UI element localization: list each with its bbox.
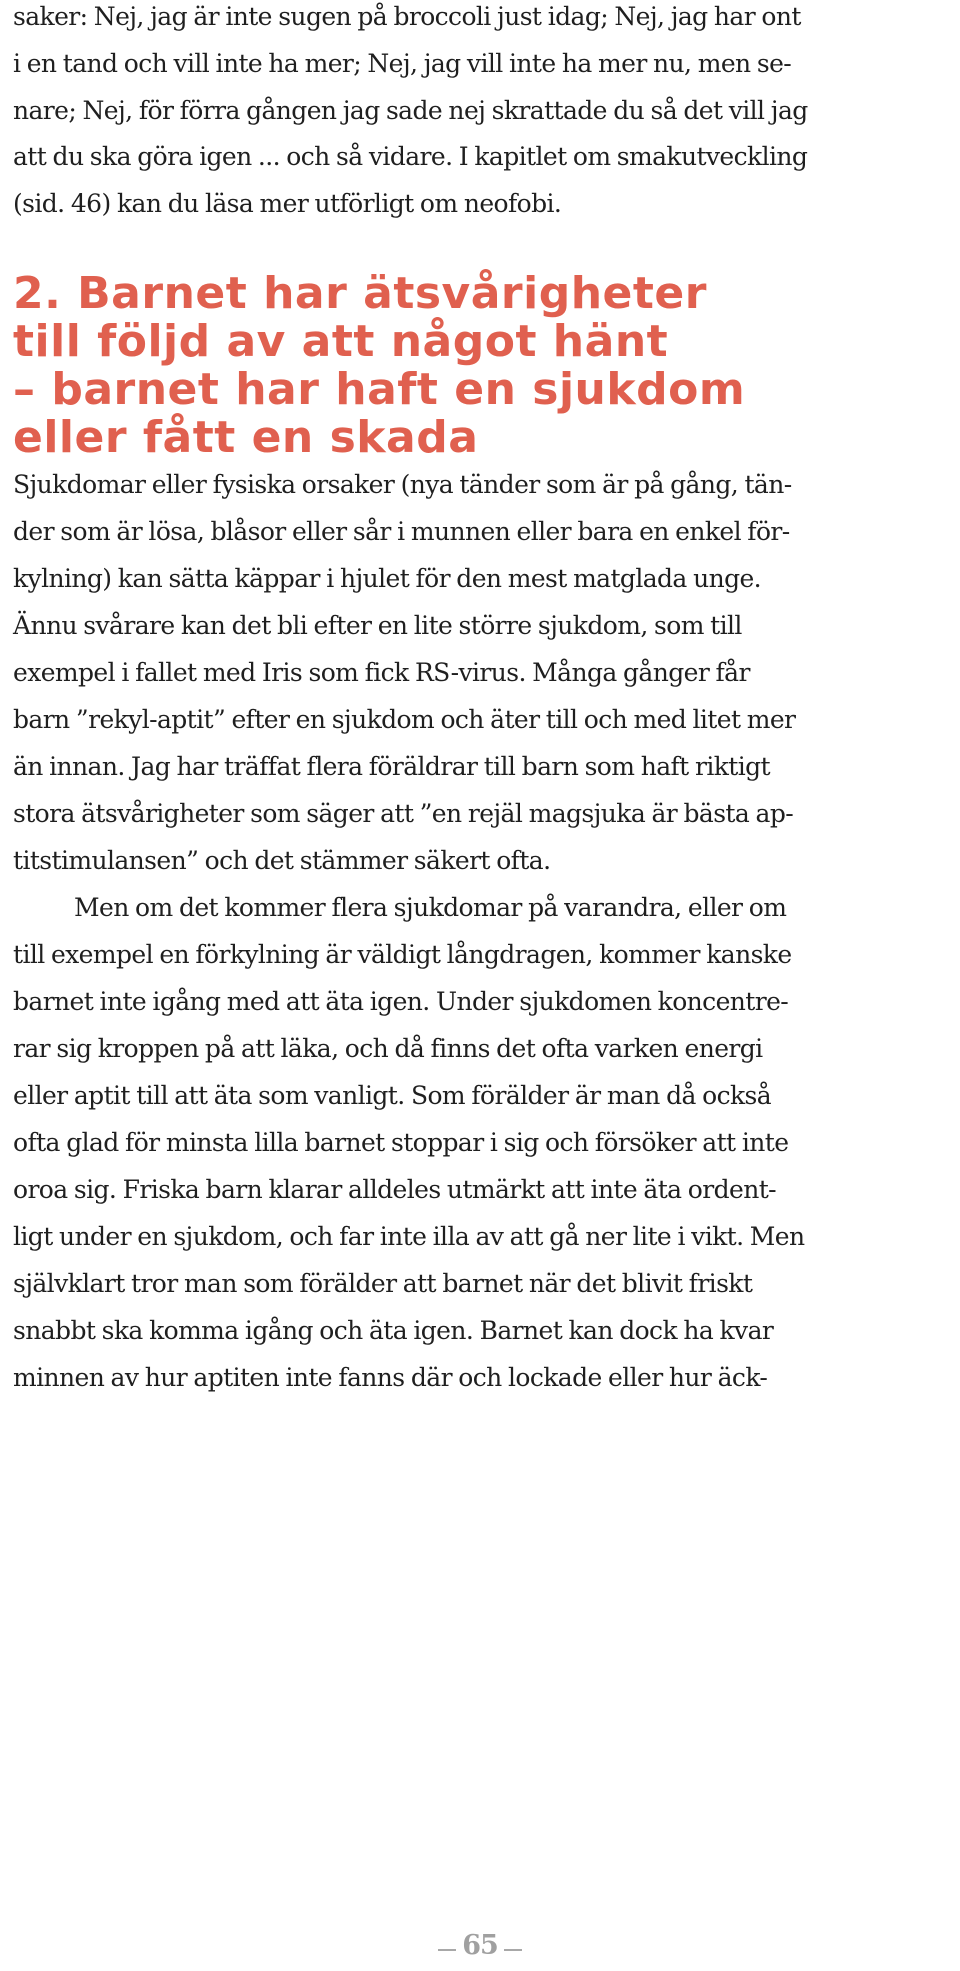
dash-left: [438, 1949, 456, 1951]
heading-line: eller fått en skada: [13, 412, 479, 463]
text-line: (sid. 46) kan du läsa mer utförligt om neofobi.: [13, 189, 562, 218]
text-line: Ännu svårare kan det bli efter en lite större sjukdom, som till: [13, 611, 742, 640]
page-number-footer: [0, 1930, 960, 1961]
text-line: i en tand och vill inte ha mer; Nej, jag vill inte ha mer nu, men se-: [13, 49, 792, 78]
text-line: till exempel en förkylning är väldigt långdragen, kommer kanske: [13, 940, 792, 969]
text-line: exempel i fallet med Iris som fick RS-virus. Många gånger får: [13, 658, 750, 687]
text-line: än innan. Jag har träffat flera föräldrar till barn som haft riktigt: [13, 752, 770, 781]
text-line: Sjukdomar eller fysiska orsaker (nya tänder som är på gång, tän-: [13, 470, 792, 499]
dash-right: [504, 1949, 522, 1951]
heading-line: 2. Barnet har ätsvårigheter: [13, 268, 707, 319]
text-line: Men om det kommer flera sjukdomar på varandra, eller om: [74, 893, 787, 922]
text-line: snabbt ska komma igång och äta igen. Barnet kan dock ha kvar: [13, 1316, 774, 1345]
text-line: nare; Nej, för förra gången jag sade nej skrattade du så det vill jag: [13, 96, 808, 125]
text-line: rar sig kroppen på att läka, och då finns det ofta varken energi: [13, 1034, 763, 1063]
text-line: der som är lösa, blåsor eller sår i munnen eller bara en enkel för-: [13, 517, 790, 546]
text-line: ligt under en sjukdom, och far inte illa av att gå ner lite i vikt. Men: [13, 1222, 805, 1251]
text-line: att du ska göra igen ... och så vidare. I kapitlet om smakutveckling: [13, 142, 808, 171]
text-line: oroa sig. Friska barn klarar alldeles utmärkt att inte äta ordent-: [13, 1175, 776, 1204]
page-number: 65: [462, 1930, 498, 1961]
text-line: saker: Nej, jag är inte sugen på broccoli just idag; Nej, jag har ont: [13, 2, 801, 31]
text-line: barnet inte igång med att äta igen. Under sjukdomen koncentre-: [13, 987, 789, 1016]
text-line: titstimulansen” och det stämmer säkert ofta.: [13, 846, 551, 875]
text-line: barn ”rekyl-aptit” efter en sjukdom och äter till och med litet mer: [13, 705, 796, 734]
heading-line: till följd av att något hänt: [13, 316, 669, 367]
text-line: eller aptit till att äta som vanligt. Som förälder är man då också: [13, 1081, 772, 1110]
heading-line: – barnet har haft en sjukdom: [13, 364, 746, 415]
text-line: ofta glad för minsta lilla barnet stoppar i sig och försöker att inte: [13, 1128, 789, 1157]
text-line: stora ätsvårigheter som säger att ”en rejäl magsjuka är bästa ap-: [13, 799, 794, 828]
text-line: kylning) kan sätta käppar i hjulet för den mest matglada unge.: [13, 564, 762, 593]
text-line: minnen av hur aptiten inte fanns där och lockade eller hur äck-: [13, 1363, 768, 1392]
text-line: självklart tror man som förälder att barnet när det blivit friskt: [13, 1269, 753, 1298]
